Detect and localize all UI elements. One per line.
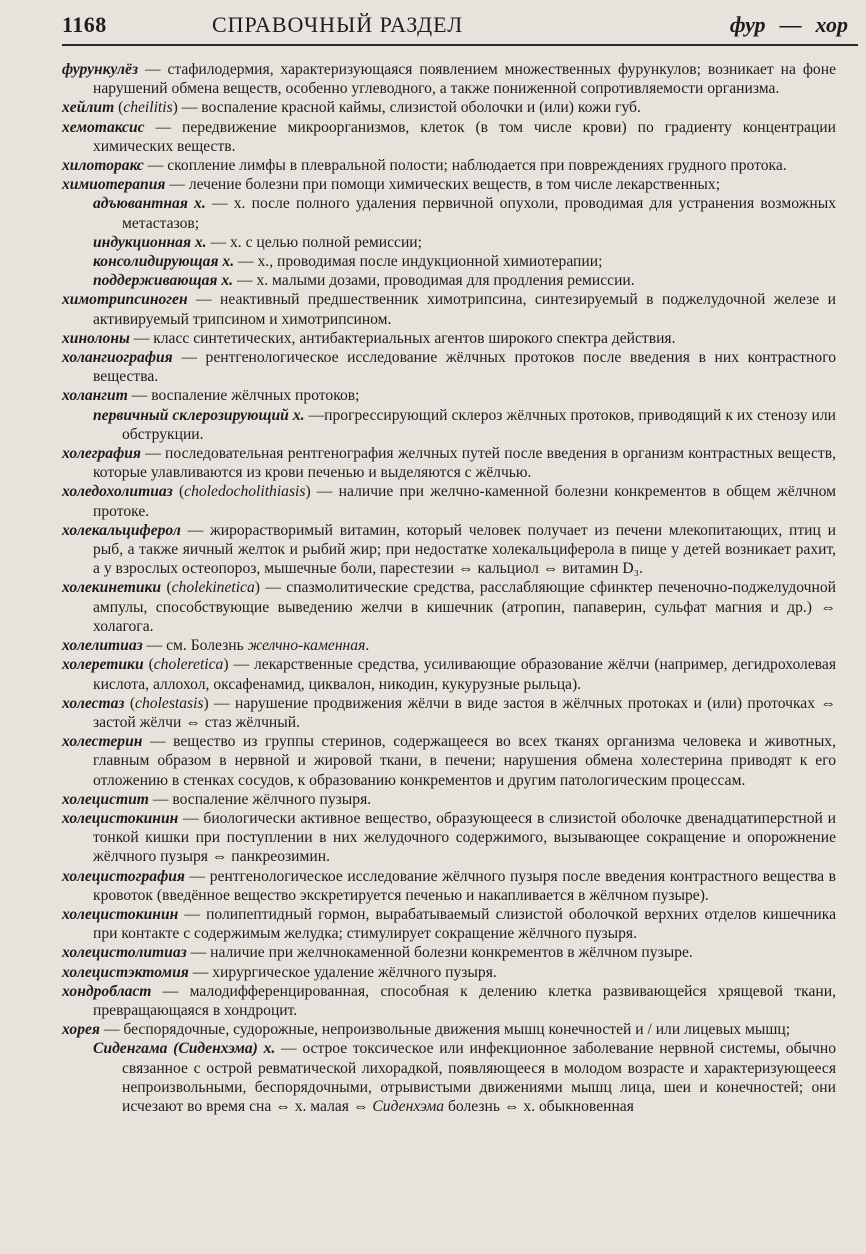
dictionary-subentry — [62, 271, 836, 290]
entry-term: индукционная х. — [93, 233, 207, 251]
dictionary-entry — [62, 943, 836, 962]
entry-term: Сиденгама (Сиденхэма) х. — [93, 1040, 276, 1058]
dictionary-entry — [62, 732, 836, 790]
dictionary-entry — [62, 290, 836, 328]
entry-definition: ) — нарушение продвижения жёлчи в виде застоя в жёлчных протоках и (или) проточках ⇔ застой жёлчи ⇔ стаз жёлчный. — [93, 694, 836, 731]
entry-definition: — х. с целью полной ремиссии; — [206, 233, 422, 251]
entry-term: холеграфия — [62, 445, 141, 463]
entry-definition: ) — лекарственные средства, усиливающие образование жёлчи (например, дегидрохолевая кислота, аллохол, оксафенамид, циквалон, никодин, кукурузные рыльца). — [93, 656, 836, 693]
dictionary-subentry — [62, 406, 836, 444]
entry-term: хинолоны — [62, 329, 130, 347]
dictionary-entry: хейлит (cheilitis) — воспаление красной каймы, слизистой оболочки и (или) кожи губ. — [62, 99, 641, 117]
entry-term: холестерин — [62, 733, 143, 751]
range-end: хор — [815, 12, 848, 37]
dictionary-entry — [62, 156, 836, 175]
page-header — [62, 10, 858, 46]
entry-definition: — полипептидный гормон, вырабатываемый слизистой оболочкой верхних отделов кишечника при контакте с содержимым желудка; стимулирует сокращение жёлчного пузыря. — [93, 905, 836, 943]
entry-definition: — биологически активное вещество, образующееся в слизистой оболочке двенадцатиперстной и тонкой кишки при поступлении в них желудочного содержимого, вызывающее сокращение и опорожнение жёлчного пузыря ⇔ панкреозимин. — [93, 809, 836, 866]
dictionary-entry: холеретики (choleretica) — лекарственные средства, усиливающие образование жёлчи (например, дегидрохолевая кислота, аллохол, оксафенамид, циквалон, никодин, кукурузные рыльца). — [62, 656, 836, 693]
entry-definition: — скопление лимфы в плевральной полости; наблюдается при повреждениях грудного протока. — [143, 157, 787, 175]
dictionary-entry — [62, 348, 836, 386]
dictionary-entry: холекинетики (cholekinetica) — спазмолитические средства, расслабляющие сфинктер печеночно-поджелудочной ампулы, способствующие выведению желчи в кишечник (атропин, папаверин, сульфат магния и др.) ⇔ холагога. — [62, 579, 837, 635]
entry-definition: ) — наличие при желчно-каменной болезни конкрементов в общем жёлчном протоке. — [93, 483, 836, 520]
entry-definition-end: болезнь ⇔ х. обыкновенная — [444, 1097, 634, 1115]
entry-definition: — наличие при желчнокаменной болезни конкрементов в жёлчном пузыре. — [186, 944, 693, 962]
entry-term: холецистэктомия — [62, 963, 189, 981]
entry-term: холецистит — [62, 790, 149, 808]
entry-latin: cholestasis — [135, 694, 204, 712]
dictionary-entry — [62, 521, 836, 579]
entry-term: холестаз — [62, 694, 125, 712]
entries-list — [62, 60, 836, 1116]
dictionary-entry — [62, 60, 836, 98]
entry-term: хемотаксис — [62, 118, 145, 136]
entry-definition: — стафилодермия, характеризующаяся появлением множественных фурункулов; возникает на фоне нарушений обмена веществ, особенно углеводного, а также пониженной сопротивляемости организма. — [93, 61, 836, 98]
entry-term: химиотерапия — [62, 176, 166, 194]
entry-definition: — неактивный предшественник химотрипсина, синтезируемый в поджелудочной железе и активируемый трипсином и химотрипсином. — [93, 291, 836, 328]
range-start: фур — [729, 12, 766, 37]
entry-latin: cheilitis — [123, 99, 173, 117]
entry-definition: ) — воспаление красной каймы, слизистой оболочки и (или) кожи губ. — [172, 99, 641, 117]
entry-term: первичный склерозирующий х. — [93, 406, 305, 424]
section-title: СПРАВОЧНЫЙ РАЗДЕЛ — [212, 12, 464, 37]
entry-term: холелитиаз — [62, 637, 143, 655]
entry-range — [730, 12, 848, 38]
entry-latin: cholekinetica — [171, 579, 255, 597]
entry-term: холецистокинин — [62, 809, 179, 827]
entry-term: холецистография — [62, 867, 185, 885]
entry-definition: ) — спазмолитические средства, расслабляющие сфинктер печеночно-поджелудочной ампулы, способствующие выведению желчи в кишечник (атропин, папаверин, сульфат магния и др.) ⇔ холагога. — [93, 579, 837, 635]
entry-cross-reference: желчно-каменная — [247, 637, 366, 655]
page-number: 1168 — [62, 12, 107, 37]
dictionary-entry — [62, 175, 836, 194]
dictionary-entry — [62, 1020, 836, 1039]
entry-term: холангиография — [62, 349, 173, 367]
dictionary-subentry — [62, 1039, 836, 1116]
dictionary-entry — [62, 982, 836, 1020]
entry-term: хондробласт — [62, 982, 152, 1000]
entry-term: холецистолитиаз — [62, 944, 187, 962]
entry-definition: — жирорастворимый витамин, который человек получает из печени млекопитающих, птиц и рыб, а также яичный желток и рыбий жир; при недостатке холекальциферола в пище у детей возникает рахит, а у взрослых остеопороз, мышечные боли, парестезии ⇔ кальциол ⇔ витамин D₃. — [93, 521, 836, 578]
entry-definition: — беспорядочные, судорожные, непроизвольные движения мышц конечностей и / или лицевых мышц; — [99, 1021, 791, 1039]
entry-term: фурункулёз — [62, 61, 139, 78]
entry-definition: — передвижение микроорганизмов, клеток (в том числе крови) по градиенту концентрации химических веществ. — [93, 118, 836, 155]
entry-definition: — вещество из группы стеринов, содержащееся во всех тканях организма человека и животных, главным образом в нервной и жировой ткани, в печени; нарушения обмена холестерина приводят к его отложению в стенках сосудов, к образованию конкрементов и другим патологическим процессам. — [93, 733, 836, 789]
entry-term: холангит — [62, 387, 128, 405]
entry-cross-reference: Сиденхэма — [372, 1097, 445, 1115]
dictionary-entry: холедохолитиаз (choledocholithiasis) — наличие при желчно-каменной болезни конкрементов в общем жёлчном протоке. — [62, 483, 836, 520]
entry-definition: — х. после полного удаления первичной опухоли, проводимая для устранения возможных метастазов; — [122, 195, 836, 232]
entry-definition: — воспаление жёлчного пузыря. — [148, 790, 372, 808]
dictionary-subentry — [62, 194, 836, 232]
dictionary-entry — [62, 905, 836, 943]
entry-definition: — острое токсическое или инфекционное заболевание нервной системы, обычно связанное с острой ревматической лихорадкой, появляющееся в молодом возрасте и характеризующееся непроизвольными, беспорядочными, отрывистыми движениями мышц лица, шеи и конечностей; они исчезают во время сна ⇔ х. малая ⇔ — [122, 1040, 836, 1115]
entry-term: холеретики — [62, 656, 144, 674]
entry-term: холекальциферол — [62, 521, 181, 539]
entry-term: поддерживающая х. — [93, 272, 234, 290]
dictionary-entry — [62, 636, 836, 655]
range-dash: — — [779, 12, 802, 37]
entry-definition: — хирургическое удаление жёлчного пузыря. — [188, 963, 497, 981]
entry-definition: — класс синтетических, антибактериальных агентов широкого спектра действия. — [129, 329, 676, 347]
dictionary-entry — [62, 809, 836, 867]
entry-term: хорея — [62, 1021, 100, 1039]
entry-term: холекинетики — [62, 579, 162, 597]
entry-term: консолидирующая х. — [93, 253, 235, 271]
entry-term: адъювантная х. — [93, 195, 206, 213]
entry-definition: — воспаление жёлчных протоков; — [127, 387, 360, 405]
entry-definition: — рентгенологическое исследование жёлчного пузыря после введения контрастного вещества в кровоток (введённое вещество экскретируется печенью и накапливается в жёлчном пузыре). — [93, 867, 836, 904]
entry-definition: — лечение болезни при помощи химических веществ, в том числе лекарственных; — [165, 176, 721, 194]
entry-definition: —прогрессирующий склероз жёлчных протоков, приводящий к их стенозу или обструкции. — [122, 406, 836, 443]
entry-definition: — рентгенологическое исследование жёлчных протоков после введения в них контрастного вещества. — [93, 349, 836, 386]
entry-term: холедохолитиаз — [62, 483, 173, 501]
dictionary-entry: холестаз (cholestasis) — нарушение продвижения жёлчи в виде застоя в жёлчных протоках и (или) проточках ⇔ застой жёлчи ⇔ стаз жёлчный. — [62, 694, 836, 731]
dictionary-entry — [62, 118, 836, 156]
dictionary-entry — [62, 329, 836, 348]
entry-term: химотрипсиноген — [62, 291, 188, 309]
entry-definition-end: . — [365, 637, 370, 655]
entry-definition: — х., проводимая после индукционной химиотерапии; — [234, 253, 603, 271]
dictionary-entry — [62, 790, 836, 809]
entry-term: хейлит — [62, 99, 115, 117]
entry-latin: choledocholithiasis — [184, 483, 306, 501]
dictionary-subentry — [62, 233, 836, 252]
dictionary-entry — [62, 867, 836, 905]
entry-definition: — х. малыми дозами, проводимая для продления ремиссии. — [233, 272, 635, 290]
entry-term: хилоторакс — [62, 157, 144, 175]
entry-definition: — см. Болезнь — [142, 637, 248, 655]
entry-latin: choleretica — [153, 656, 224, 674]
entry-definition: — малодифференцированная, способная к делению клетка развивающейся хрящевой ткани, превращающаяся в хондроцит. — [93, 982, 836, 1019]
entry-term: холецистокинин — [62, 905, 179, 923]
dictionary-subentry — [62, 252, 836, 271]
dictionary-entry — [62, 444, 836, 482]
entry-definition: — последовательная рентгенография желчных путей после введения в организм контрастных веществ, которые улавливаются из крови печенью и выделяются с жёлчью. — [93, 445, 836, 482]
dictionary-entry — [62, 386, 836, 405]
dictionary-entry — [62, 963, 836, 982]
